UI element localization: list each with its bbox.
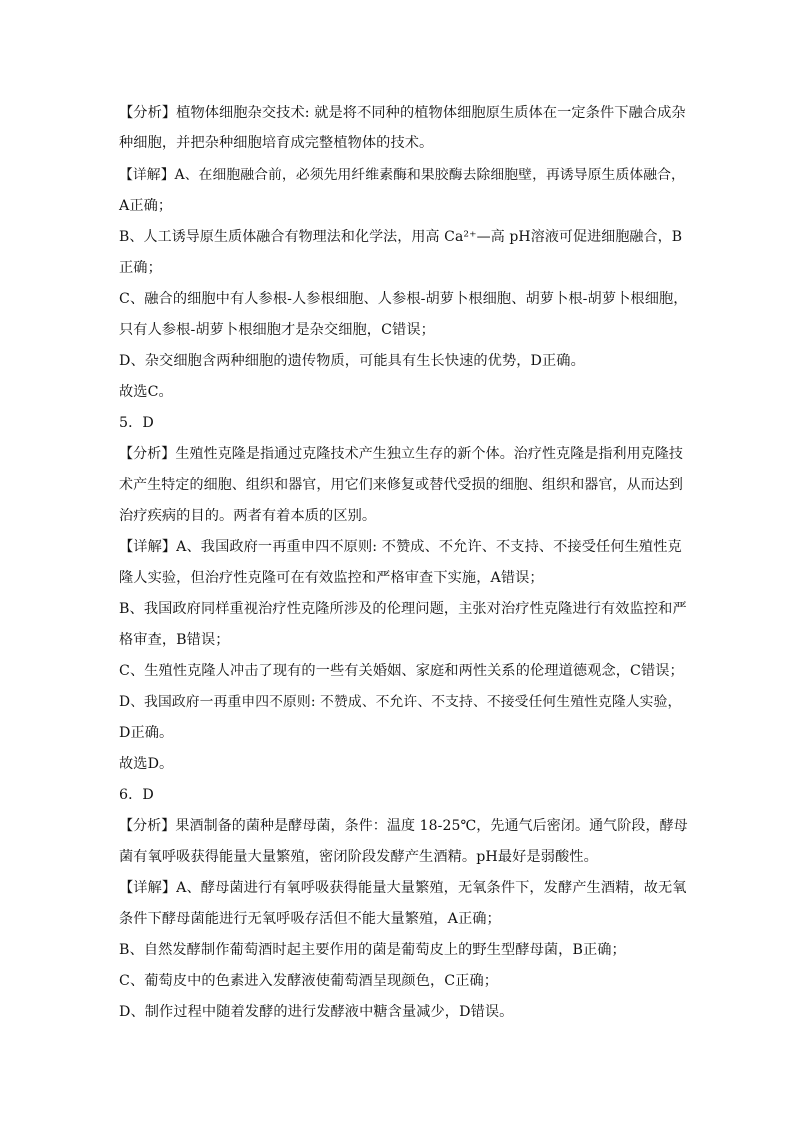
- text-line: C、葡萄皮中的色素进入发酵液使葡萄酒呈现颜色，C正确；: [119, 973, 499, 989]
- analysis-line: 【分析】生殖性克隆是指通过克隆技术产生独立生存的新个体。治疗性克隆是指利用克隆技: [119, 446, 683, 462]
- text-line: D、我国政府一再重申四不原则: 不赞成、不允许、不支持、不接受任何生殖性克隆人实验，: [119, 694, 682, 710]
- text-line: 术产生特定的细胞、组织和器官，用它们来修复或替代受损的细胞、组织和器官，从而达到: [119, 477, 683, 493]
- text-line: 条件下酵母菌能进行无氧呼吸存活但不能大量繁殖，A正确；: [119, 911, 501, 927]
- text-line: B、人工诱导原生质体融合有物理法和化学法，用高 Ca²⁺—高 pH溶液可促进细胞融合，B: [119, 229, 683, 245]
- text-line: 种细胞，并把杂种细胞培育成完整植物体的技术。: [119, 135, 434, 151]
- text-line: D、制作过程中随着发酵的进行发酵液中糖含量减少，D错误。: [119, 1004, 514, 1020]
- text-line: A正确；: [119, 198, 173, 214]
- text-line: 格审查，B错误；: [119, 632, 230, 648]
- text-line: D、杂交细胞含两种细胞的遗传物质，可能具有生长快速的优势，D正确。: [119, 353, 585, 369]
- text-line: C、融合的细胞中有人参根-人参根细胞、人参根-胡萝卜根细胞、胡萝卜根-胡萝卜根细胞，: [119, 291, 688, 307]
- conclusion-line: 故选C。: [119, 384, 173, 400]
- text-line: D正确。: [119, 725, 174, 741]
- text-line: 隆人实验，但治疗性克隆可在有效监控和严格审查下实施，A错误；: [119, 570, 544, 586]
- text-line: 正确；: [119, 260, 162, 276]
- text-line: B、我国政府同样重视治疗性克隆所涉及的伦理问题，主张对治疗性克隆进行有效监控和严: [119, 601, 687, 617]
- text-line: 只有人参根-胡萝卜根细胞才是杂交细胞，C错误；: [119, 322, 435, 338]
- question-answer: 5．D: [119, 415, 154, 431]
- text-line: C、生殖性克隆人冲击了现有的一些有关婚姻、家庭和两性关系的伦理道德观念，C错误；: [119, 663, 684, 679]
- detail-line: 【详解】A、在细胞融合前，必须先用纤维素酶和果胶酶去除细胞壁，再诱导原生质体融合，: [119, 167, 685, 183]
- text-line: B、自然发酵制作葡萄酒时起主要作用的菌是葡萄皮上的野生型酵母菌，B正确；: [119, 942, 626, 958]
- analysis-line: 【分析】植物体细胞杂交技术: 就是将不同种的植物体细胞原生质体在一定条件下融合成杂: [119, 105, 686, 121]
- question-answer: 6．D: [119, 787, 154, 803]
- analysis-line: 【分析】果酒制备的菌种是酵母菌，条件：温度 18-25℃，先通气后密闭。通气阶段，酵母: [119, 818, 688, 834]
- text-line: 治疗疾病的目的。两者有着本质的区别。: [119, 508, 377, 524]
- detail-line: 【详解】A、我国政府一再重申四不原则: 不赞成、不允许、不支持、不接受任何生殖性克: [119, 539, 682, 555]
- detail-line: 【详解】A、酵母菌进行有氧呼吸获得能量大量繁殖，无氧条件下，发酵产生酒精，故无氧: [119, 880, 687, 896]
- text-line: 菌有氧呼吸获得能量大量繁殖，密闭阶段发酵产生酒精。pH最好是弱酸性。: [119, 849, 598, 865]
- conclusion-line: 故选D。: [119, 756, 174, 772]
